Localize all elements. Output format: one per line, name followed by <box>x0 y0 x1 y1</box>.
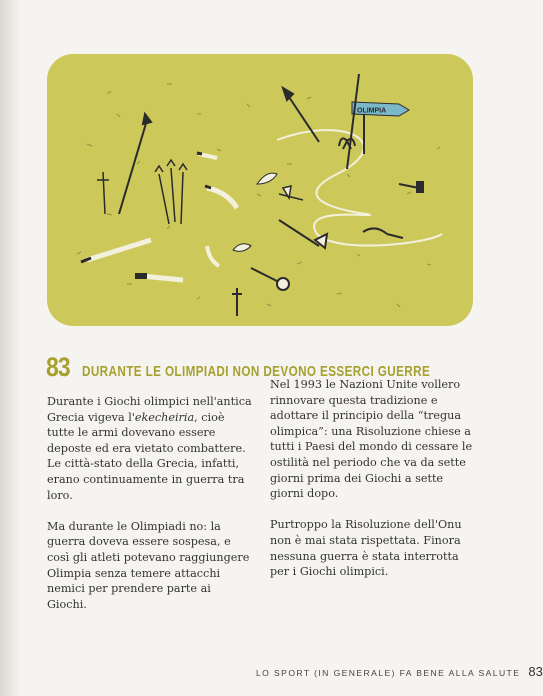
right-paragraph-2: Purtroppo la Risoluzione dell'Onu non è mai stata rispettata. Finora nessuna guerra è stata interrotta per i Giochi olimpici. <box>270 518 462 579</box>
section-title: DURANTE LE OLIMPIADI NON DEVONO ESSERCI GUERRE <box>82 363 431 380</box>
cross-hilt-dagger-icon <box>232 288 242 316</box>
left-paragraph-1 <box>47 394 252 503</box>
mace-icon <box>251 268 289 290</box>
sword-icon <box>81 240 151 262</box>
knife-icon <box>135 273 183 280</box>
left-paragraph-2: Ma durante le Olimpiadi no: la guerra doveva essere sospesa, e così gli atleti potevano raggiungere Olimpia senza temere attacchi nemici per prendere parte ai Giochi. <box>47 519 250 611</box>
left-column <box>47 394 252 628</box>
left-paragraph-1-text-a: Durante i Giochi olimpici nell'antica Grecia vigeva l' <box>47 395 252 424</box>
left-paragraph-1-text-b: , cioè tutte le armi dovevano essere deposte ed era vietato combattere. Le città-stato della Grecia, infatti, erano continuamente in guerra tra loro. <box>47 410 246 502</box>
hammer-icon <box>399 182 423 192</box>
weapons-illustration <box>47 54 473 326</box>
trident-icon <box>339 74 359 169</box>
page-gutter-shadow <box>0 0 20 696</box>
arrows-bundle-icon <box>155 160 187 224</box>
right-column <box>270 377 480 595</box>
dagger-icon <box>97 172 109 214</box>
flame-dagger-icon <box>233 244 251 252</box>
page-number: 83 <box>528 664 543 679</box>
ekecheiria-term: ekecheiria <box>134 410 195 424</box>
running-title: LO SPORT (IN GENERALE) FA BENE ALLA SALUTE <box>256 668 521 678</box>
small-axe-icon <box>279 186 303 200</box>
small-knife-icon <box>197 153 217 158</box>
section-number: 83 <box>46 352 70 382</box>
leaf-blade-icon <box>257 173 277 184</box>
spear-icon <box>119 114 151 214</box>
sickle-icon <box>363 228 403 238</box>
page-footer <box>256 664 543 680</box>
weapons-scene-svg <box>47 54 473 326</box>
signpost-label: OLIMPIA <box>357 107 387 115</box>
axe-icon <box>279 220 327 248</box>
olimpia-signpost <box>352 102 409 154</box>
right-paragraph-1: Nel 1993 le Nazioni Unite vollero rinnovare questa tradizione e adottare il principio della “tregua olimpica”: una Risoluzione chiese a tutti i Paesi del mondo di cessare le ostilità nel periodo che va da sette giorni prima dei Giochi a sette giorni dopo. <box>270 378 473 501</box>
curved-dagger-icon <box>207 246 219 266</box>
curved-blade-icon <box>205 186 237 208</box>
